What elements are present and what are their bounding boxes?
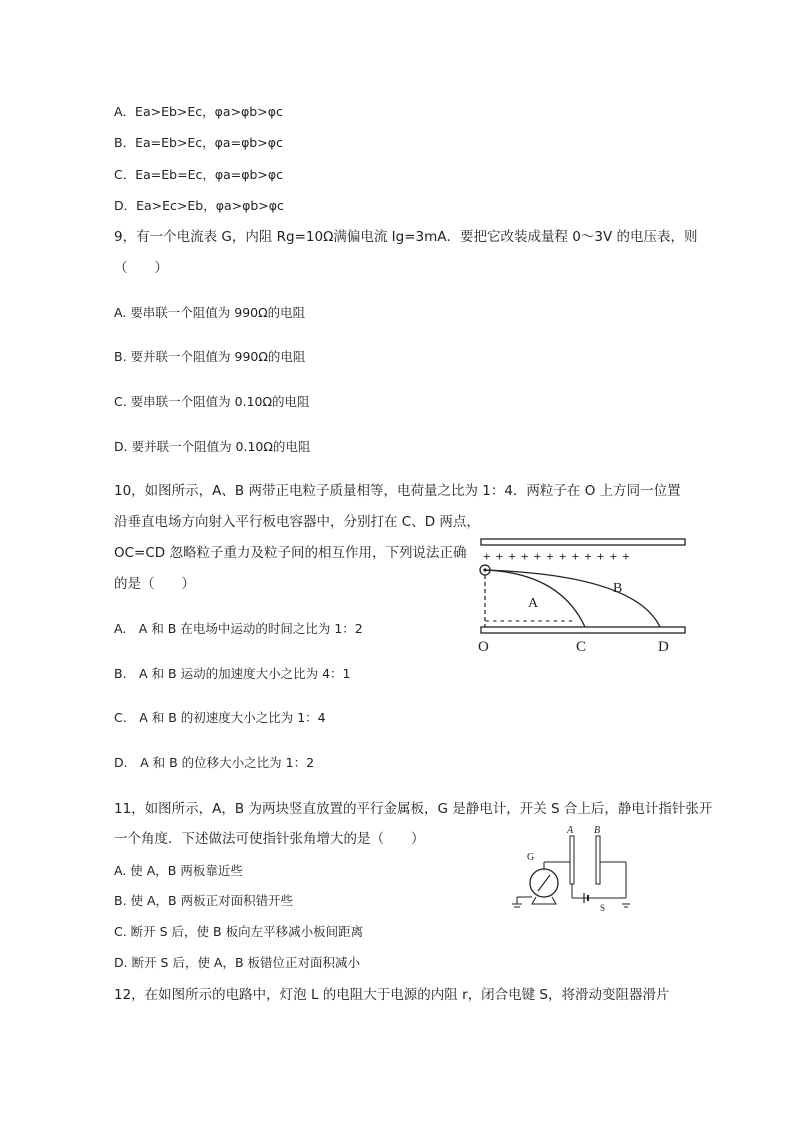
plate-a-label: A: [567, 825, 574, 836]
plate-a: [570, 836, 574, 884]
top-plate: [481, 539, 685, 545]
q9-option-c: C. 要串联一个阻值为 0.10Ω的电阻: [114, 394, 310, 409]
q11-stem-line2: 一个角度．下述做法可使指针张角增大的是（ ）: [114, 831, 425, 847]
q10-capacitor-figure: [475, 535, 690, 657]
q11-stem-line1: 11，如图所示，A，B 为两块竖直放置的平行金属板，G 是静电计，开关 S 合上后，静电计指针张开: [114, 801, 713, 817]
q9-option-d: D. 要并联一个阻值为 0.10Ω的电阻: [114, 439, 311, 454]
q10-option-b: B. A 和 B 运动的加速度大小之比为 4：1: [114, 666, 351, 681]
q10-stem-line4: 的是（ ）: [114, 576, 195, 592]
switch-s-label: S: [600, 903, 606, 913]
q12-stem-line1: 12，在如图所示的电路中，灯泡 L 的电阻大于电源的内阻 r，闭合电键 S，将滑动变阻器滑片: [114, 987, 670, 1003]
q8-option-c: C．Ea=Eb=Ec，φa=φb>φc: [114, 167, 283, 182]
q11-option-c: C. 断开 S 后，使 B 板向左平移减小板间距离: [114, 924, 364, 939]
top-plate-charges: + + + + + + + + + + + +: [483, 549, 631, 564]
q8-option-d: D．Ea>Ec>Eb，φa>φb>φc: [114, 198, 284, 213]
point-d-label: D: [658, 639, 669, 655]
plate-b-label: B: [594, 825, 601, 836]
electrometer-base: [532, 897, 556, 904]
point-o-label: O: [478, 639, 489, 655]
bottom-plate-charges: - - - - - - - - - - - -: [485, 612, 573, 627]
electrometer-needle: [538, 875, 550, 891]
electrometer-g-label: G: [527, 852, 535, 863]
q10-option-d: D. A 和 B 的位移大小之比为 1：2: [114, 755, 315, 770]
trajectory-b-label: B: [613, 581, 623, 596]
q9-stem-line1: 9，有一个电流表 G，内阻 Rg=10Ω满偏电流 Ig=3mA．要把它改装成量程 0～3V 的电压表，则: [114, 229, 698, 245]
q10-stem-line3: OC=CD 忽略粒子重力及粒子间的相互作用，下列说法正确: [114, 545, 467, 561]
q10-stem-line1: 10，如图所示，A、B 两带正电粒子质量相等，电荷量之比为 1：4．两粒子在 O 上方同一位置: [114, 483, 681, 499]
plate-b: [596, 836, 600, 884]
q8-option-a: A．Ea>Eb>Ec，φa>φb>φc: [114, 104, 283, 119]
q9-option-b: B. 要并联一个阻值为 990Ω的电阻: [114, 349, 306, 364]
q11-option-d: D. 断开 S 后，使 A，B 板错位正对面积减小: [114, 955, 361, 970]
bottom-plate: [481, 627, 685, 633]
q10-stem-line2: 沿垂直电场方向射入平行板电容器中，分别打在 C、D 两点，: [114, 514, 480, 530]
q9-stem-line2: （ ）: [114, 260, 168, 276]
q11-option-b: B. 使 A，B 两板正对面积错开些: [114, 893, 294, 908]
q11-option-a: A. 使 A，B 两板靠近些: [114, 863, 243, 878]
q9-option-a: A. 要串联一个阻值为 990Ω的电阻: [114, 305, 306, 320]
q11-electrometer-figure: [508, 822, 638, 914]
q8-option-b: B．Ea=Eb>Ec，φa=φb>φc: [114, 135, 283, 150]
q10-option-a: A. A 和 B 在电场中运动的时间之比为 1：2: [114, 621, 363, 636]
trajectory-a-label: A: [528, 596, 539, 611]
q10-option-c: C. A 和 B 的初速度大小之比为 1：4: [114, 710, 326, 725]
point-c-label: C: [576, 639, 587, 655]
